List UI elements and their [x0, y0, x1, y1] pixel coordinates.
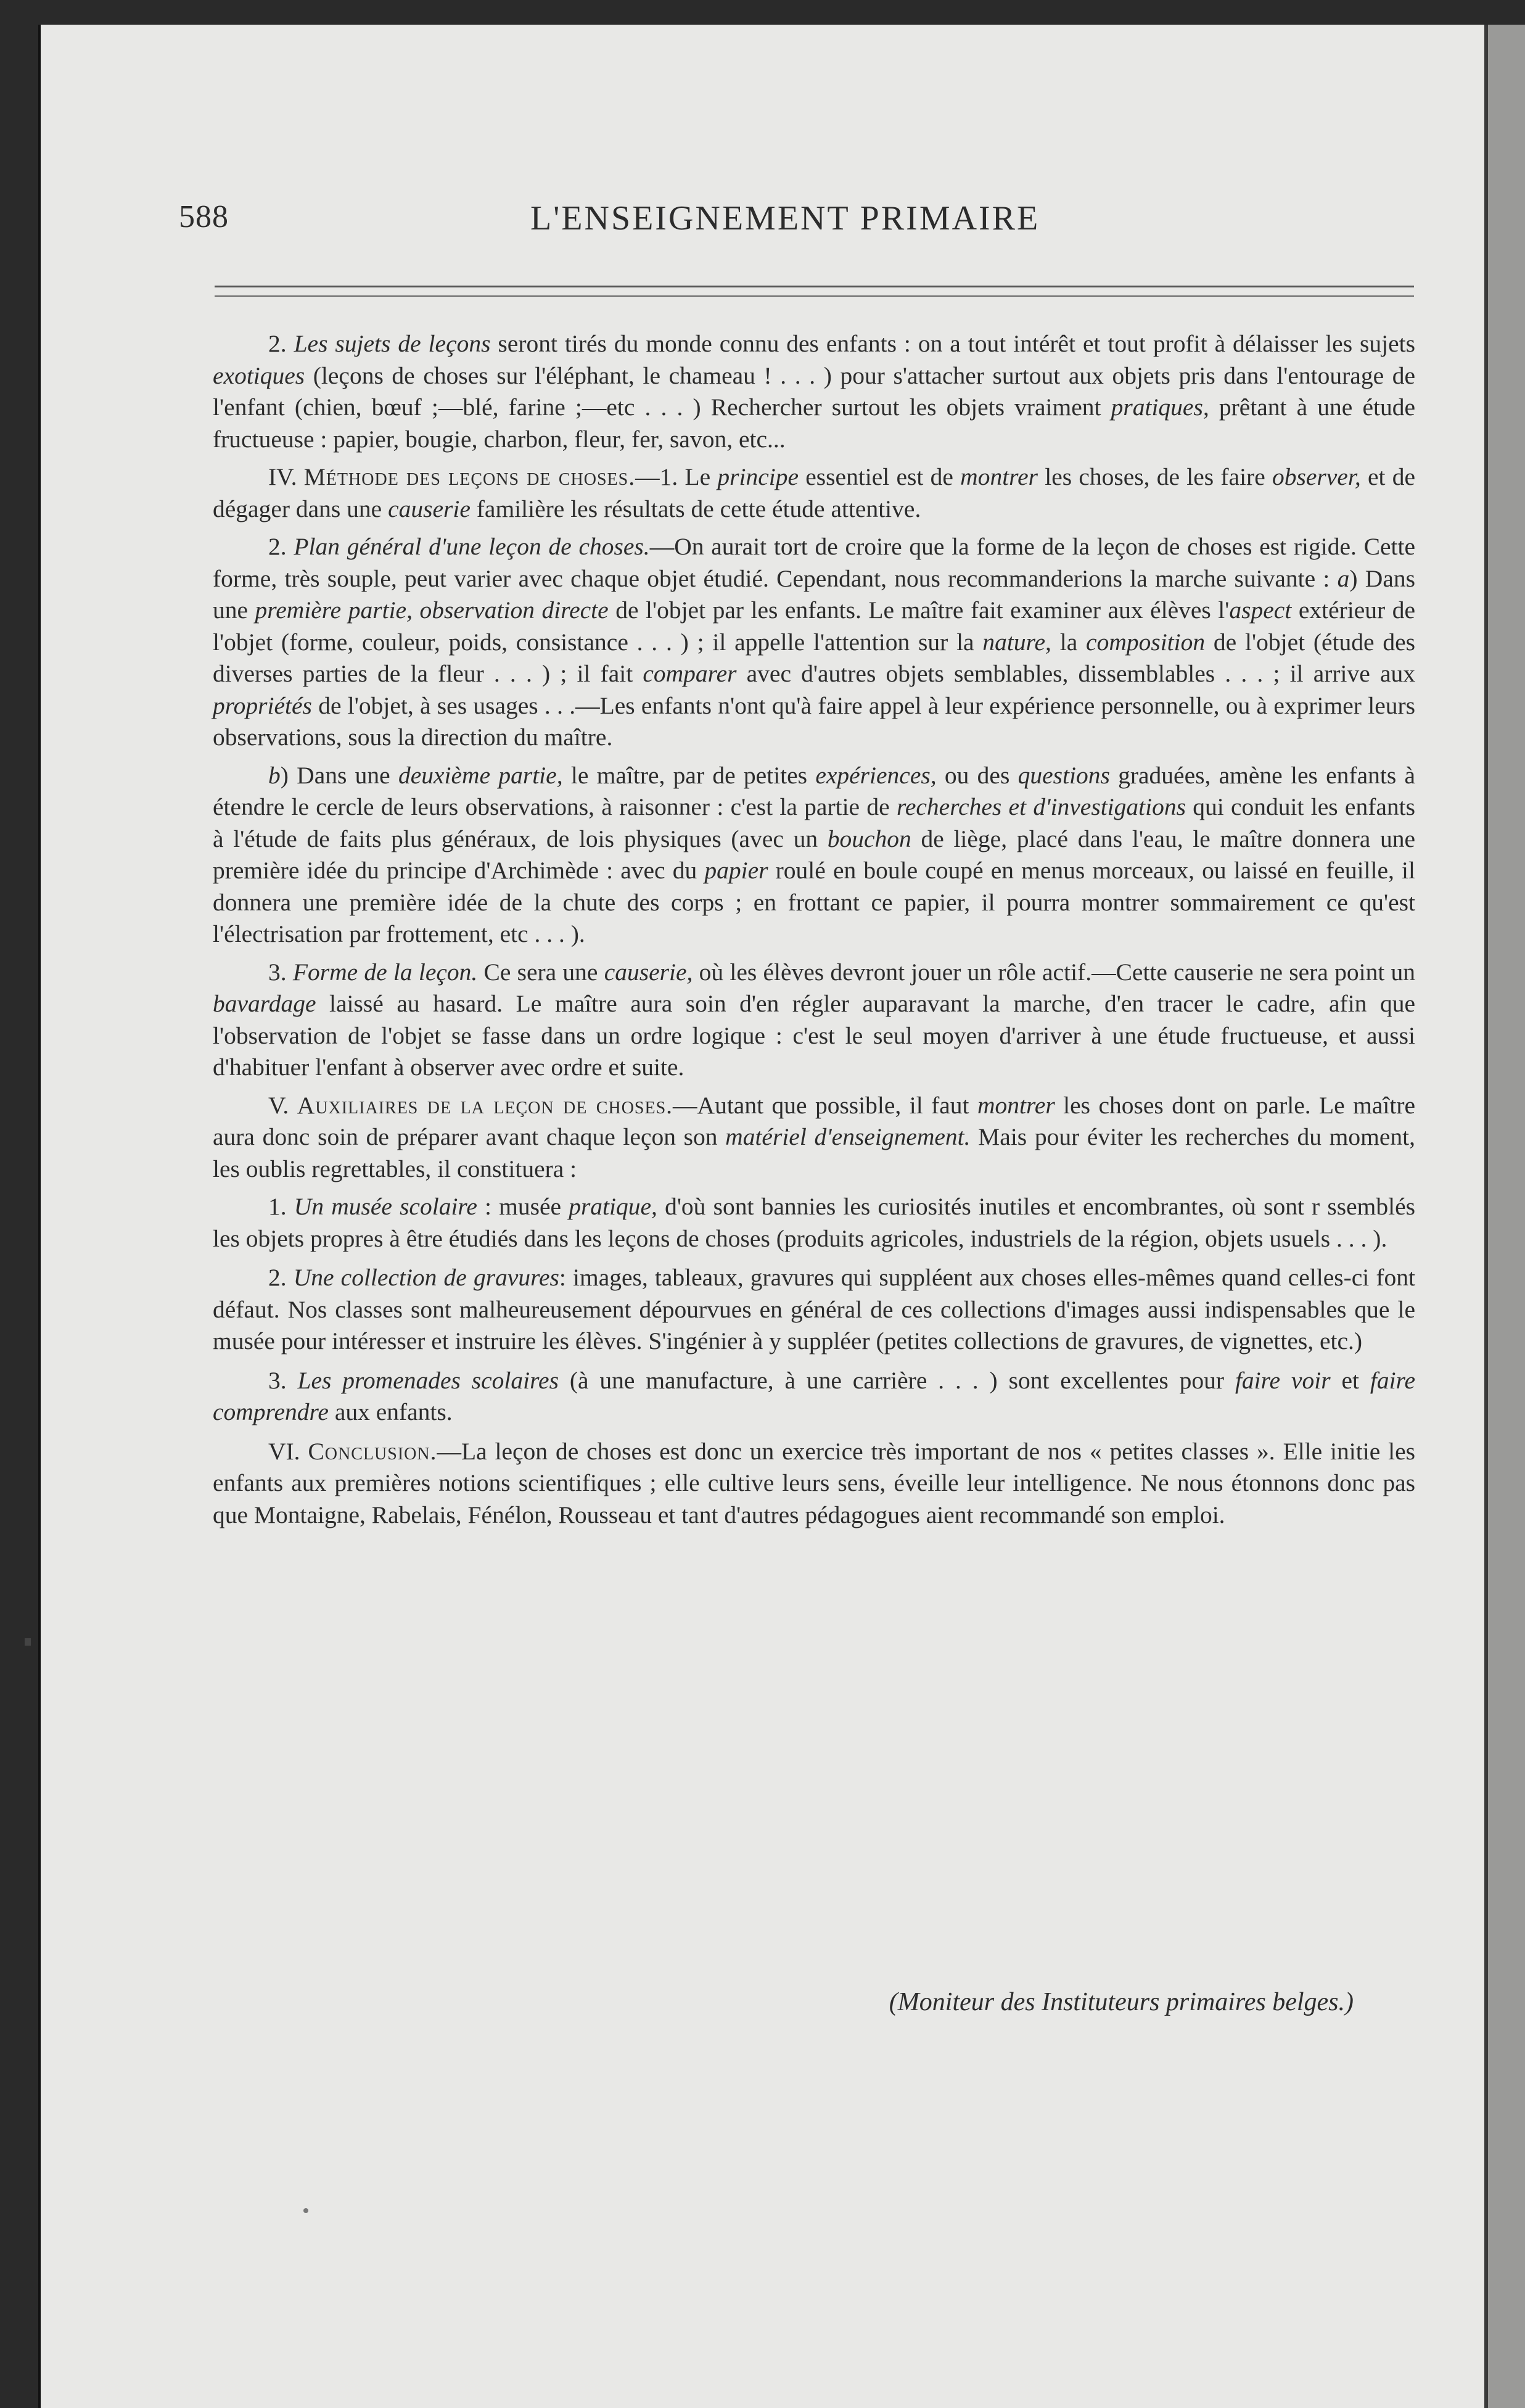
text: et de dégager dans une [213, 463, 1415, 522]
text: VI. [268, 1437, 308, 1465]
text: seront tirés du monde connu des enfants : on a tout intérêt et tout profit à délaisser les sujets [490, 330, 1415, 357]
text: ou des [936, 761, 1018, 789]
text: prêtant à une étude fructueuse : papier, bougie, charbon, fleur, fer, savon, etc... [213, 394, 1415, 453]
text: le maître, par de petites [562, 761, 816, 789]
header-rule-secondary [215, 295, 1414, 297]
text: les choses dont on parle. Le maître aura donc soin de préparer avant chaque leçon son [213, 1091, 1416, 1150]
emphasis: Les sujets de leçons [294, 330, 491, 357]
paragraph-auxiliaries [213, 1090, 1415, 1185]
text: —La leçon de choses est donc un exercice très important de nos « petites classes ». Elle initie les enfants aux premières notions scientifiques ; elle cultive leurs sens, éveille leur intelligence. Ne nous étonnons donc pas que Montaigne, Rabelais, Fénélon, Rousseau et tant d'autres pédagogues aient recommandé son emploi. [213, 1437, 1416, 1528]
text: 2. [268, 533, 294, 560]
text: laissé au hasard. Le maître aura soin d'en régler auparavant la marche, d'en tracer le cadre, afin que l'observation de l'objet se fasse dans un ordre logique : c'est le seul moyen d'arriver à une étude fructueuse, et aussi d'habituer l'enfant à observer avec ordre et suite. [213, 990, 1415, 1081]
text: et [1330, 1366, 1370, 1394]
text: 3. [268, 1366, 298, 1394]
text: de l'objet par les enfants. Le maître fait examiner aux élèves l' [608, 596, 1230, 624]
emphasis: matériel d'enseignement. [725, 1123, 971, 1150]
text: 3. [268, 958, 293, 986]
text: Mais pour éviter les recherches du moment, les oublis regrettables, il constituera : [213, 1123, 1415, 1182]
emphasis: composition [1086, 628, 1206, 656]
text: (à une manufacture, à une carrière . . . ) sont excellentes pour [558, 1366, 1235, 1394]
text: : images, tableaux, gravures qui suppléent aux choses elles-mêmes quand celles-ci font défaut. Nos classes sont malheureusement dépourvues en général de ces collections d'images aussi indispensables que le musée pour intéresser et instruire les élèves. S'ingénier à y suppléer (petites collections de gravures, de vignettes, etc.) [213, 1264, 1416, 1354]
emphasis: montrer [977, 1091, 1055, 1119]
emphasis: propriétés [213, 691, 312, 719]
text: extérieur de l'objet (forme, couleur, poids, consistance . . . ) ; il appelle l'attention sur la [213, 596, 1415, 656]
paragraph-subjects [213, 328, 1415, 455]
text: 1. [268, 1193, 294, 1220]
text: (leçons de choses sur l'éléphant, le chameau ! . . . ) pour s'attacher surtout aux objets pris dans l'entourage de l'enfant (chien, bœuf ;—blé, farine ;—etc . . . ) Rechercher surtout les objets vraiment [213, 361, 1415, 421]
text: les choses, de les faire [1037, 463, 1272, 490]
text: Ce sera une [477, 958, 604, 986]
text: 2. [268, 330, 294, 357]
paragraph-plan [213, 531, 1415, 754]
emphasis: Plan général d'une leçon de choses. [294, 533, 650, 560]
text: de liège, placé dans l'eau, le maître donnera une première idée du principe d'Archimède : avec du [213, 825, 1415, 884]
emphasis: Les promenades scolaires [297, 1366, 559, 1394]
text: ) Dans une [213, 564, 1415, 624]
article-body [213, 328, 1415, 1537]
paragraph-engravings [213, 1262, 1415, 1358]
emphasis: causerie, [604, 958, 693, 986]
text: ) Dans une [280, 761, 398, 789]
emphasis: b [268, 761, 281, 789]
emphasis: papier [704, 857, 768, 884]
emphasis: observer, [1272, 463, 1361, 490]
running-title: L'ENSEIGNEMENT PRIMAIRE [530, 199, 1040, 237]
text: de l'objet, à ses usages . . .—Les enfants n'ont qu'à faire appel à leur expérience personnelle, ou à exprimer leurs observations, sous la direction du maître. [213, 691, 1415, 751]
paragraph-method [213, 461, 1415, 525]
emphasis: aspect [1229, 596, 1292, 624]
emphasis: comparer [643, 660, 737, 687]
emphasis: Forme de la leçon. [292, 958, 478, 986]
ink-spot [303, 2208, 308, 2213]
emphasis: Un musée scolaire [294, 1193, 477, 1220]
header-rule [215, 286, 1414, 287]
text: où les élèves devront jouer un rôle actif.—Cette causerie ne sera point un [693, 958, 1416, 986]
emphasis: montrer [960, 463, 1038, 490]
section-heading: Conclusion. [308, 1437, 437, 1465]
page-header [179, 199, 1418, 248]
emphasis: faire voir [1235, 1366, 1331, 1394]
text: : musée [477, 1193, 569, 1220]
emphasis: a [1337, 564, 1350, 592]
text: d'où sont bannies les curiosités inutiles et encombrantes, où sont r ssemblés les objets propres à être étudiés dans les leçons de choses (produits agricoles, industriels de la région, objets usuels . . . ). [213, 1193, 1415, 1252]
scan-artifact [25, 1638, 31, 1646]
section-heading: Auxiliaires de la leçon de choses. [297, 1091, 673, 1119]
page-edge [1484, 25, 1525, 2408]
emphasis: pratiques, [1111, 394, 1209, 421]
paragraph-museum [213, 1191, 1415, 1255]
emphasis: principe [717, 463, 799, 490]
emphasis: bouchon [827, 825, 911, 852]
source-citation: (Moniteur des Instituteurs primaires belges.) [889, 1988, 1354, 2016]
text: IV. [268, 463, 304, 490]
text: —1. Le [635, 463, 718, 490]
emphasis: causerie [388, 495, 471, 522]
emphasis: première partie, observation directe [255, 596, 609, 624]
emphasis: questions [1017, 761, 1110, 789]
text: roulé en boule coupé en menus morceaux, ou laissé en feuille, il donnera une première idée de la chute des corps ; en frottant ce papier, il pourra montrer sommairement ce qu'est l'électrisation par frottement, etc . . . ). [213, 857, 1416, 947]
text: essentiel est de [799, 463, 961, 490]
emphasis: bavardage [213, 990, 316, 1017]
text: V. [268, 1091, 297, 1119]
text: de l'objet (étude des diverses parties de la fleur . . . ) ; il fait [213, 628, 1416, 687]
emphasis: deuxième partie, [398, 761, 563, 789]
emphasis: faire comprendre [213, 1366, 1416, 1425]
text: avec d'autres objets semblables, dissemblables . . . ; il arrive aux [736, 660, 1415, 687]
paragraph-walks [213, 1365, 1415, 1429]
text: —On aurait tort de croire que la forme de la leçon de choses est rigide. Cette forme, très souple, peut varier avec chaque objet étudié. Cependant, nous recommanderions la marche suivante : [213, 533, 1415, 592]
emphasis: recherches et d'investigations [896, 793, 1186, 820]
emphasis: Une collection de gravures [293, 1264, 559, 1291]
text: familière les résultats de cette étude attentive. [470, 495, 921, 522]
text: qui conduit les enfants à l'étude de faits plus généraux, de lois physiques (avec un [213, 793, 1416, 852]
paragraph-form [213, 957, 1415, 1084]
text: la [1051, 628, 1087, 656]
text: graduées, amène les enfants à étendre le cercle de leurs observations, à raisonner : c'est la partie de [213, 761, 1416, 820]
emphasis: expériences, [815, 761, 937, 789]
emphasis: nature, [982, 628, 1051, 656]
text: 2. [268, 1264, 294, 1291]
text: aux enfants. [328, 1398, 453, 1425]
paragraph-second-part [213, 760, 1415, 950]
text: —Autant que possible, il faut [673, 1091, 977, 1119]
emphasis: pratique, [569, 1193, 657, 1220]
page-number: 588 [179, 199, 229, 234]
paragraph-conclusion [213, 1436, 1415, 1532]
emphasis: exotiques [213, 361, 305, 389]
section-heading: Méthode des leçons de choses. [303, 463, 636, 490]
